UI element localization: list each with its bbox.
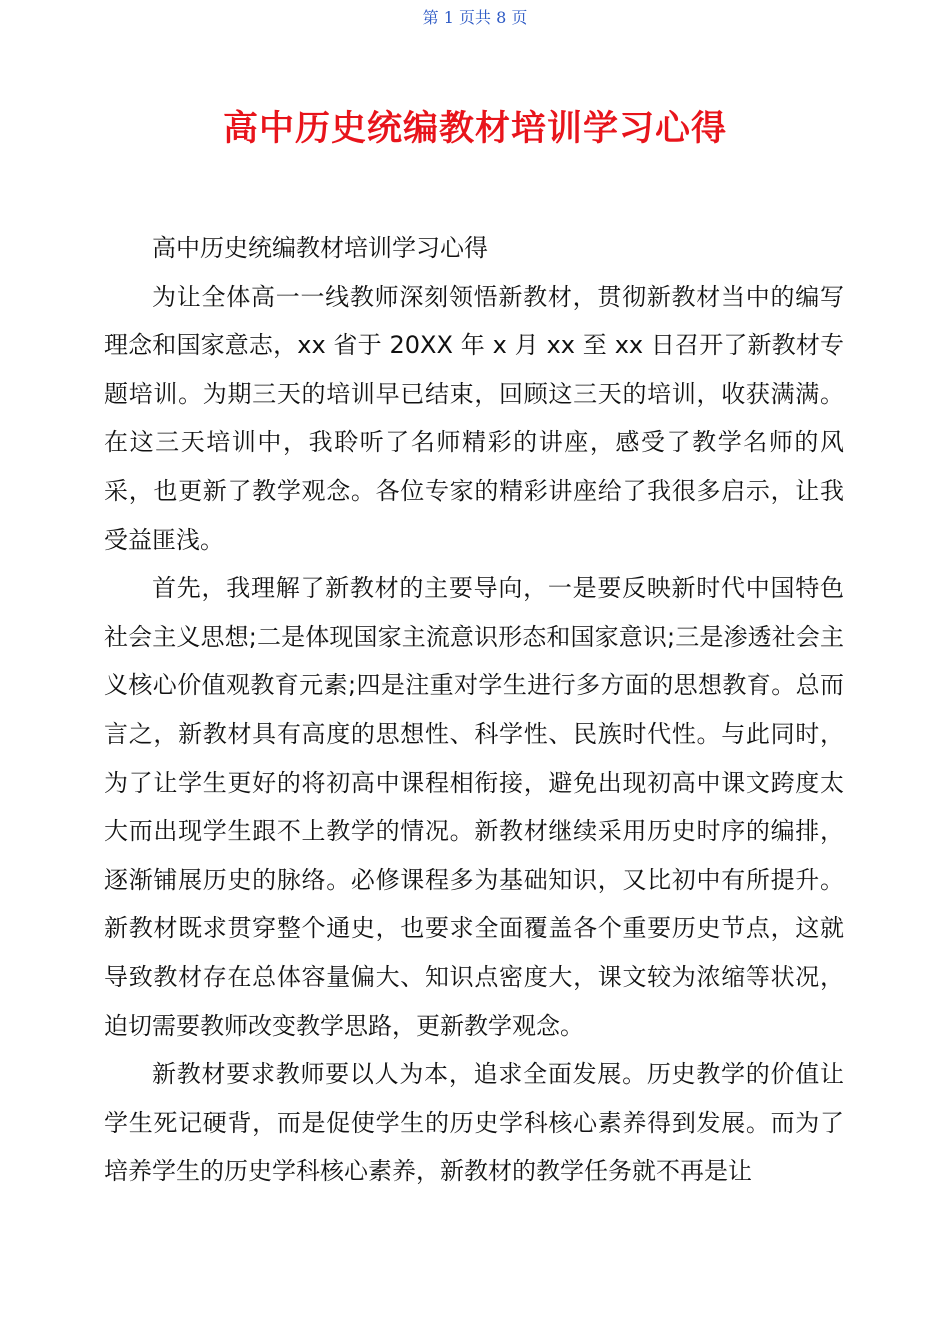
body-paragraph: 为让全体高一一线教师深刻领悟新教材，贯彻新教材当中的编写理念和国家意志，xx 省于 20XX 年 x 月 xx 至 xx 日召开了新教材专题培训。为期三天的培训早已结束，回顾这三天的培训，收获满满。在这三天培训中，我聆听了名师精彩的讲座，感受了教学名师的风采，也更新了教学观念。各位专家的精彩讲座给了我很多启示，让我受益匪浅。 [104,282,844,554]
body-paragraph: 首先，我理解了新教材的主要导向，一是要反映新时代中国特色社会主义思想;二是体现国家主流意识形态和国家意识;三是渗透社会主义核心价值观教育元素;四是注重对学生进行多方面的思想教育。总而言之，新教材具有高度的思想性、科学性、民族时代性。与此同时，为了让学生更好的将初高中课程相衔接，避免出现初高中课文跨度太大而出现学生跟不上教学的情况。新教材继续采用历史时序的编排，逐渐铺展历史的脉络。必修课程多为基础知识，又比初中有所提升。新教材既求贯穿整个通史，也要求全面覆盖各个重要历史节点，这就导致教材存在总体容量偏大、知识点密度大，课文较为浓缩等状况，迫切需要教师改变教学思路，更新教学观念。 [104,574,844,1040]
page-indicator: 第 1 页共 8 页 [422,8,528,27]
subtitle-paragraph: 高中历史统编教材培训学习心得 [152,234,488,262]
document-body [104,224,844,1196]
document-title: 高中历史统编教材培训学习心得 [222,109,727,149]
body-paragraph: 新教材要求教师要以人为本，追求全面发展。历史教学的价值让学生死记硬背，而是促使学生的历史学科核心素养得到发展。而为了培养学生的历史学科核心素养，新教材的教学任务就不再是让 [104,1060,844,1186]
